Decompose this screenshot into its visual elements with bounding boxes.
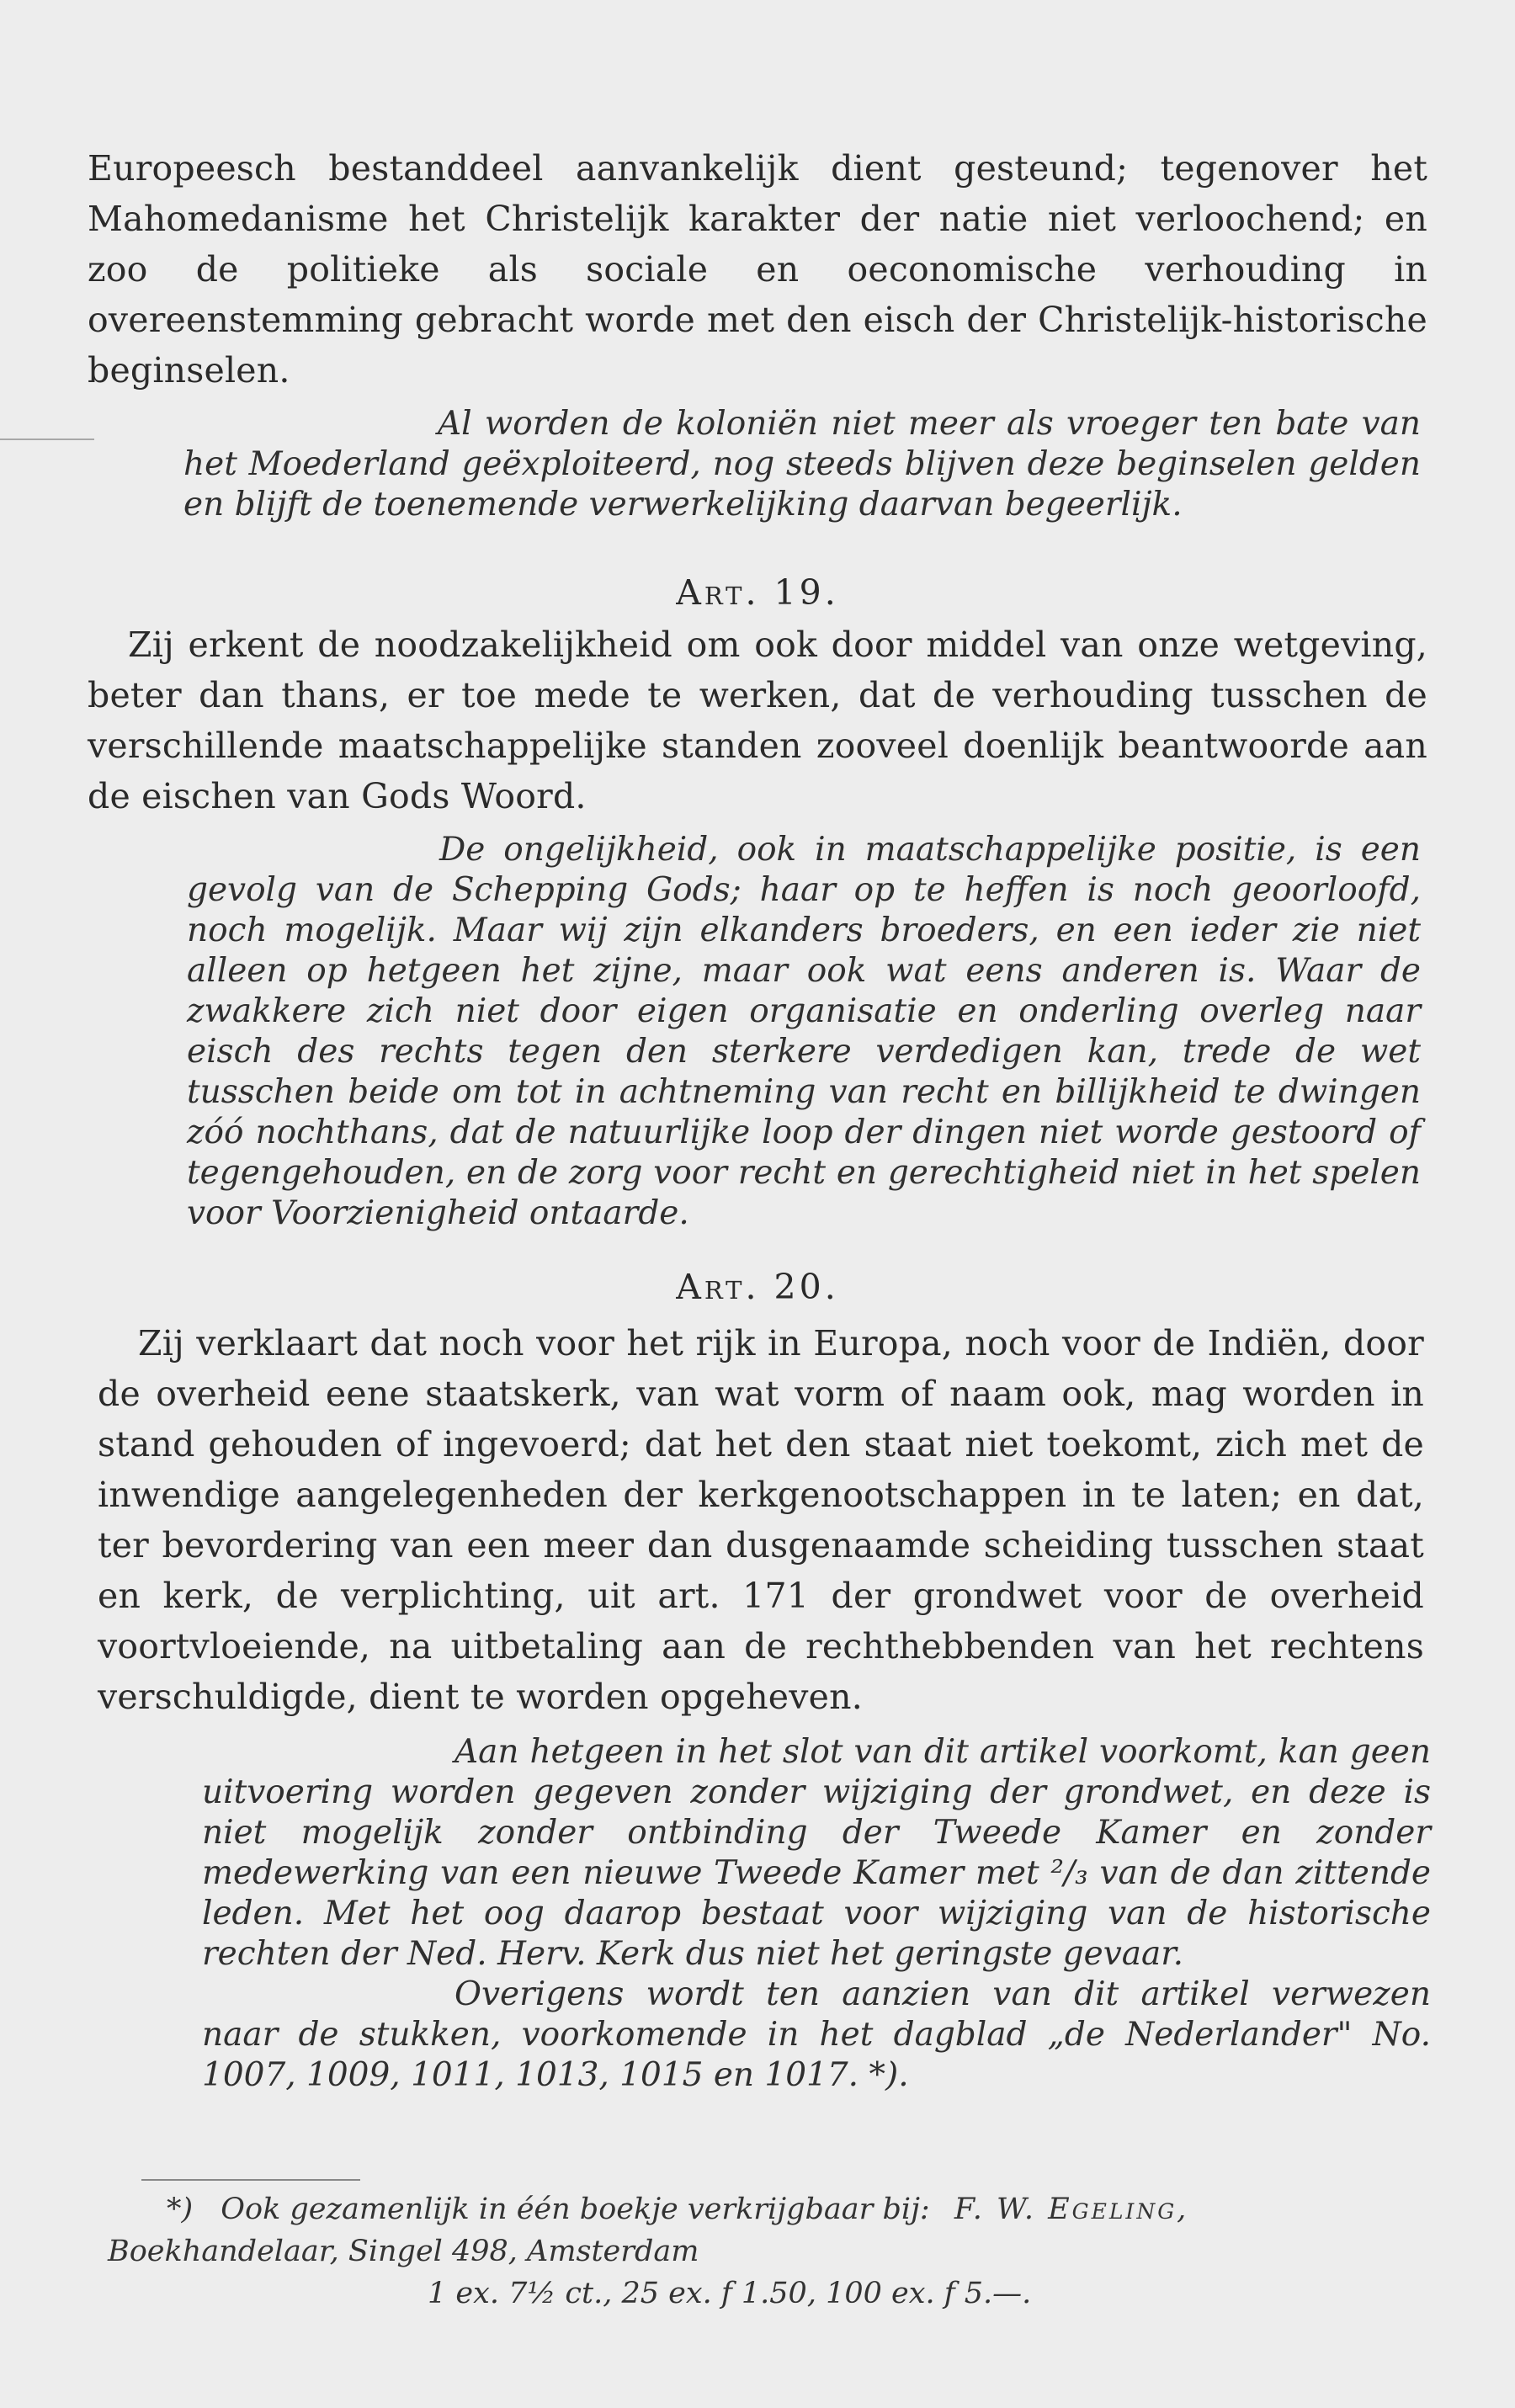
footnote-line-3: 1 ex. 7½ ct., 25 ex. f 1.50, 100 ex. f 5.—. (428, 2277, 1032, 2310)
article-19-note: De ongelijkheid, ook in maatschappelijke positie, is een gevolg van de Schepping Gods; haar op te heffen is noch geoorloofd, noch mogelijk. Maar wij zijn elkanders broeders, en een ieder zie niet alleen op hetgeen het zijne, maar ook wat eens anderen is. Waar de zwakkere zich niet door eigen organisatie en onderling overleg naar eisch des rechts tegen den sterkere verdedigen kan, trede de wet tusschen beide om tot in achtneming van recht en billijkheid te dwingen zóó nochthans, dat de natuurlijke loop der dingen niet worde gestoord of tegengehouden, en de zorg voor recht en gerechtigheid niet in het spelen voor Voorzienigheid ontaarde. (187, 831, 1421, 1232)
note-block-19 (187, 830, 1421, 1234)
article-19-text: Zij erkent de noodzakelijkheid om ook door middel van onze wetgeving, beter dan thans, er toe mede te werken, dat de verhouding tusschen de verschillende maatschappelijke standen zooveel doenlijk beantwoorde aan de eischen van Gods Woord. (88, 625, 1427, 816)
article-20-heading: Art. 20. (676, 1267, 839, 1307)
article-20-block (98, 1318, 1424, 1722)
footnote-publisher: F. W. Egeling, (954, 2193, 1189, 2226)
article-20-note-1: Aan hetgeen in het slot van dit artikel voorkomt, kan geen uitvoering worden gegeven zonder wijziging der grondwet, en deze is niet mogelijk zonder ontbinding der Tweede Kamer en zonder medewerking van een nieuwe Tweede Kamer met ²/₃ van de dan zittende leden. Met het oog daarop bestaat voor wijziging van de historische rechten der Ned. Herv. Kerk dus niet het geringste gevaar. (202, 1733, 1431, 1973)
article-20-note-2: Overigens wordt ten aanzien van dit artikel verwezen naar de stukken, voorkomende in het dagblad „de Nederlander" No. 1007, 1009, 1011, 1013, 1015 en 1017. *). (202, 1975, 1431, 2094)
footnote (108, 2188, 1438, 2315)
continuation-block (88, 143, 1427, 396)
note-block-20 (202, 1732, 1431, 2096)
footnote-rule (141, 2179, 360, 2181)
note-block-1 (183, 404, 1421, 525)
footnote-availability: Ook gezamenlijk in één boekje verkrijgbaar bij: (221, 2193, 930, 2226)
margin-rule (0, 439, 94, 440)
footnote-line-2: Boekhandelaar, Singel 498, Amsterdam (108, 2235, 699, 2268)
footnote-line-1 (108, 2188, 1438, 2230)
footnote-marker: *) (167, 2193, 194, 2226)
article-19-block (88, 619, 1427, 821)
note-colonies: Al worden de koloniën niet meer als vroeger ten bate van het Moederland geëxploiteerd, nog steeds blijven deze beginselen gelden en blijft de toenemende verwerkelijking daarvan begeerlijk. (183, 405, 1421, 524)
article-20-text: Zij verklaart dat noch voor het rijk in Europa, noch voor de Indiën, door de overheid eene staatskerk, van wat vorm of naam ook, mag worden in stand gehouden of ingevoerd; dat het den staat niet toekomt, zich met de inwendige aangelegenheden der kerkgenootschappen in te laten; en dat, ter bevordering van een meer dan dusgenaamde scheiding tusschen staat en kerk, de verplichting, uit art. 171 der grondwet voor de overheid voortvloeiende, na uitbetaling aan de rechthebbenden van het rechtens verschuldigde, dient te worden opgeheven. (98, 1323, 1424, 1717)
article-19-heading: Art. 19. (676, 572, 839, 613)
continuation-paragraph: Europeesch bestanddeel aanvankelijk dient gesteund; tegenover het Mahomedanisme het Christelijk karakter der natie niet verloochend; en zoo de politieke als sociale en oeconomische verhouding in overeenstemming gebracht worde met den eisch der Christelijk-historische beginselen. (88, 148, 1427, 391)
